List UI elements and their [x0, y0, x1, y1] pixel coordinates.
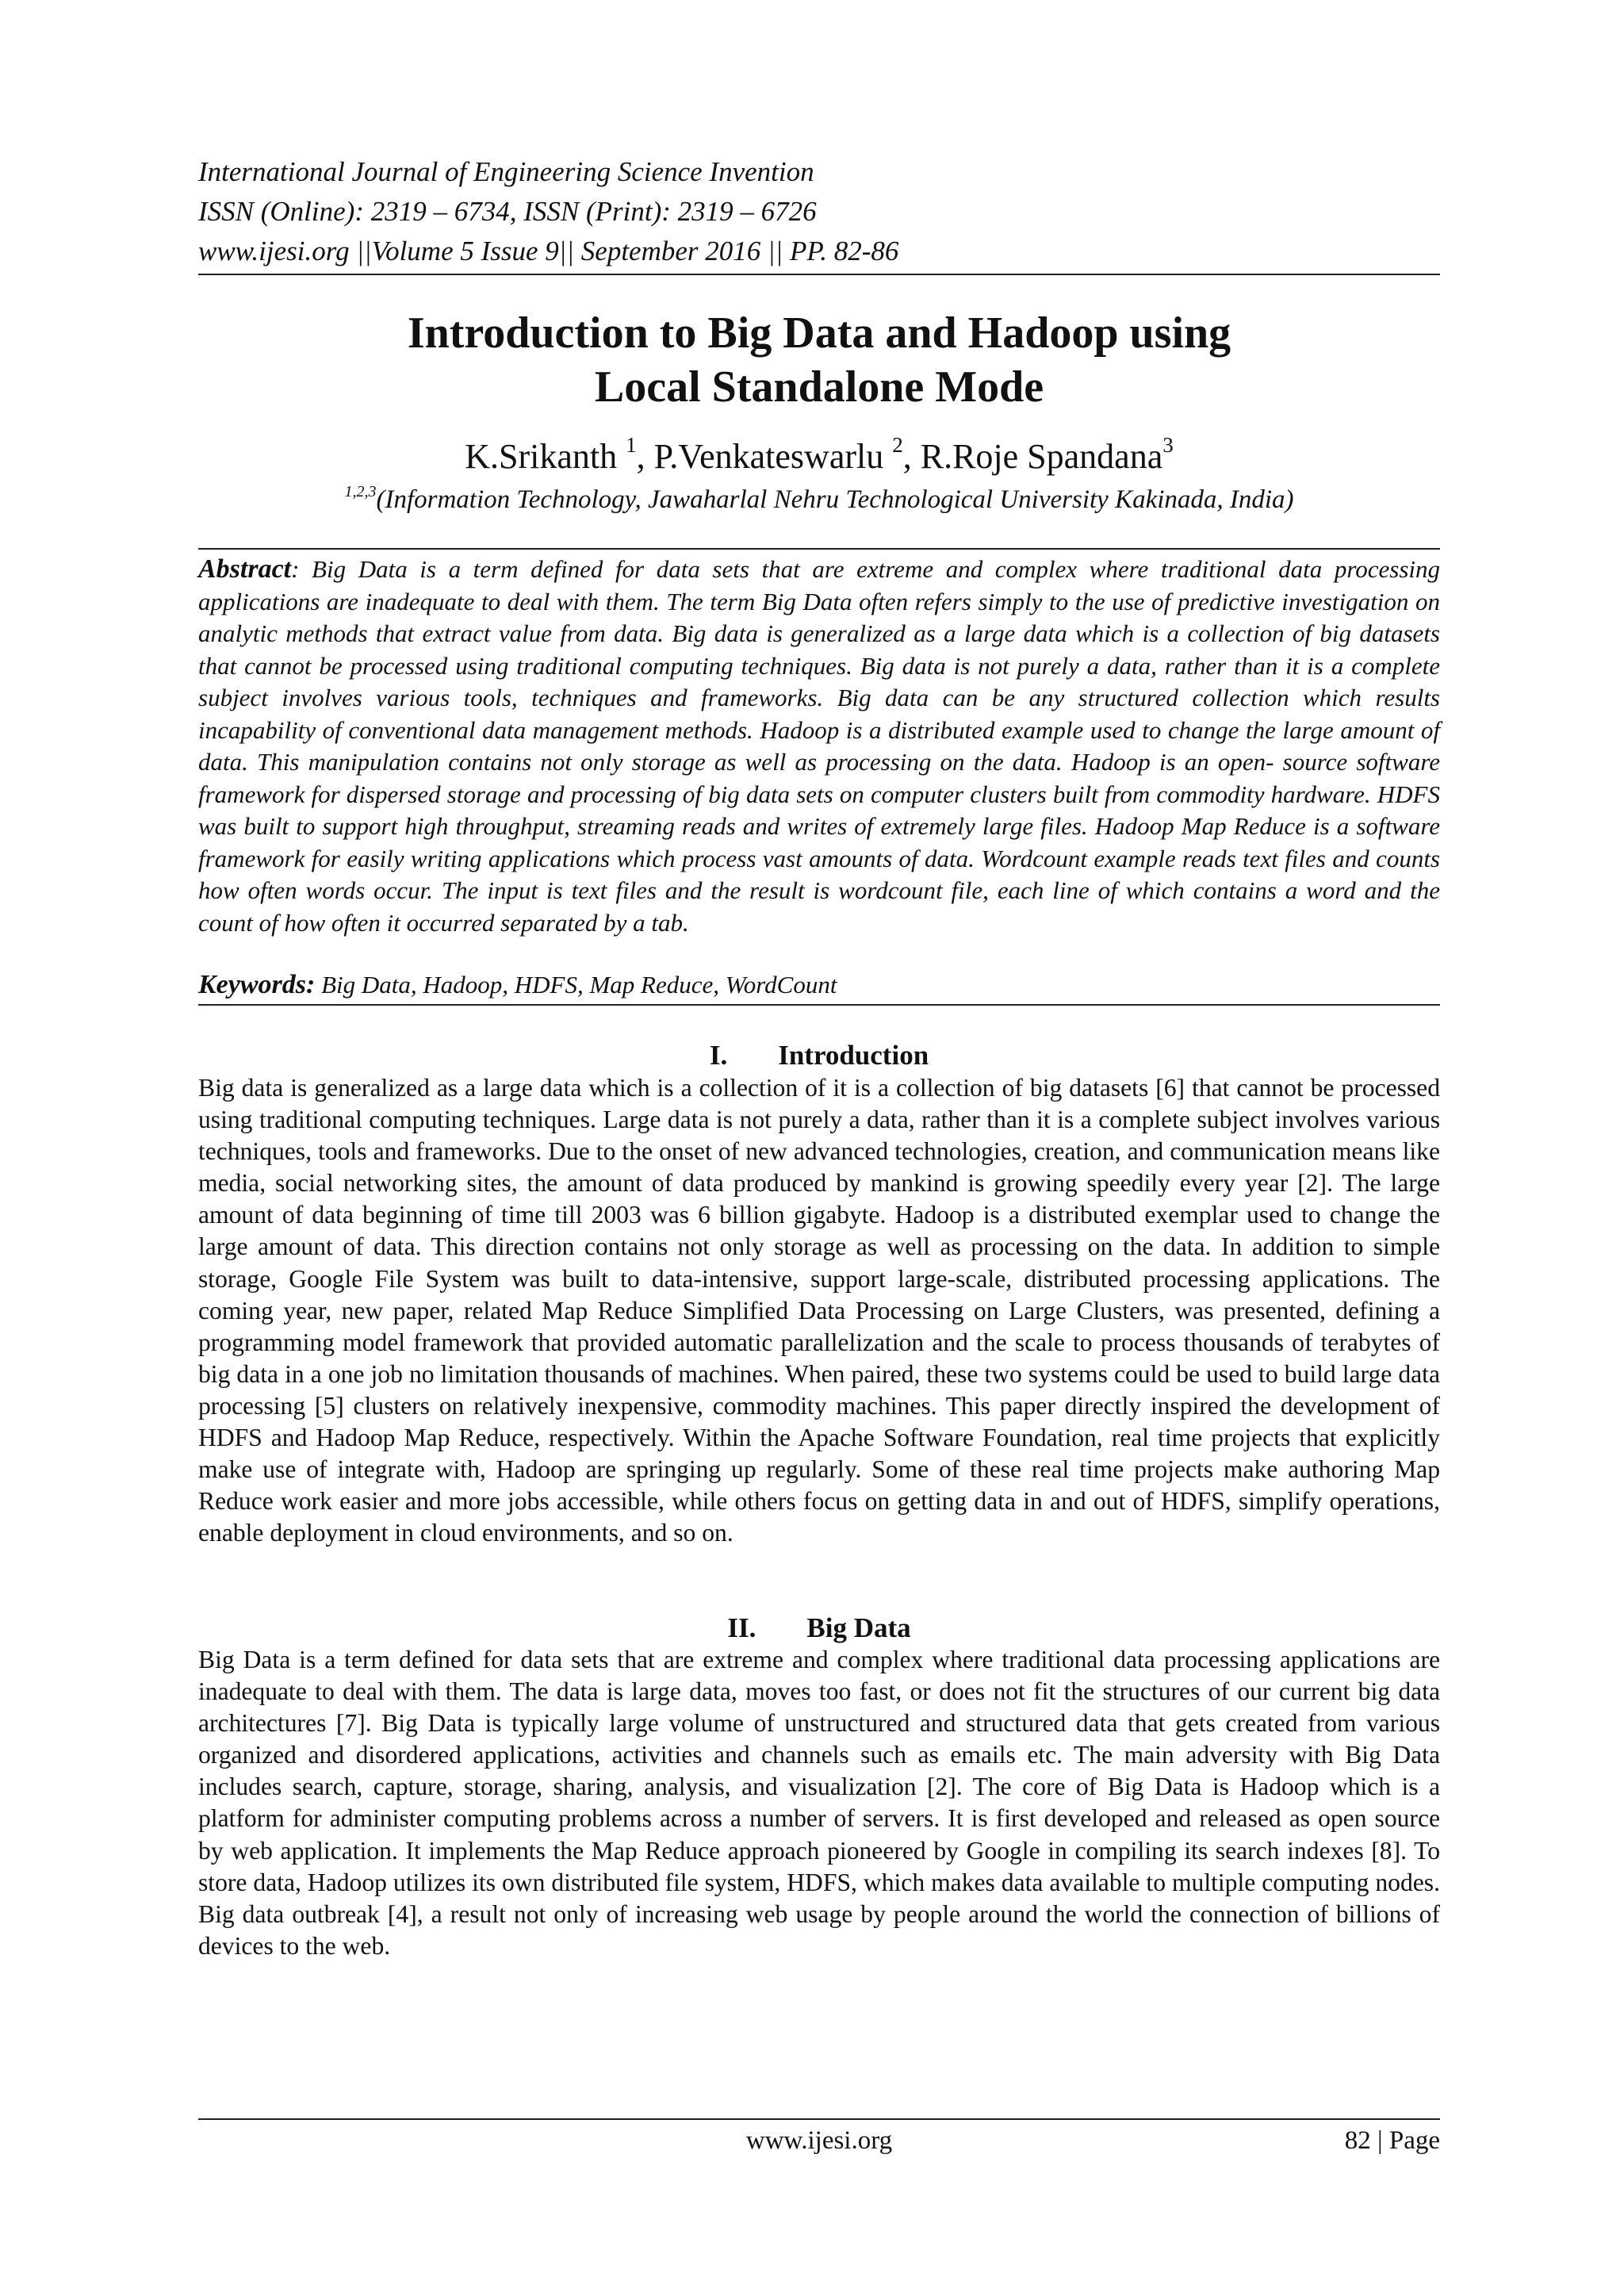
section-heading-introduction [198, 1038, 1440, 1073]
author-list [198, 435, 1440, 479]
abstract-label: Abstract [198, 554, 292, 584]
author-separator: , [902, 437, 921, 476]
abstract-top-rule [198, 548, 1440, 550]
author-separator: , [636, 437, 654, 476]
author-name: P.Venkateswarlu [653, 437, 893, 476]
section-number: II. [727, 1612, 756, 1643]
journal-issn: ISSN (Online): 2319 – 6734, ISSN (Print): 2319 – 6726 [198, 196, 817, 227]
header-rule [198, 274, 1440, 275]
journal-name: International Journal of Engineering Science Invention [198, 156, 814, 187]
affiliation-text: (Information Technology, Jawaharlal Nehru Technological University Kakinada, India) [376, 485, 1294, 514]
footer-page-number: 82 | Page [1344, 2126, 1440, 2155]
section-title: Big Data [806, 1612, 911, 1643]
author-superscript: 2 [892, 433, 903, 457]
footer-site: www.ijesi.org [745, 2126, 893, 2155]
author-name: K.Srikanth [465, 437, 626, 476]
keywords-label: Keywords: [198, 970, 316, 999]
keywords-bottom-rule [198, 1004, 1440, 1006]
journal-volume: www.ijesi.org ||Volume 5 Issue 9|| September 2016 || PP. 82-86 [198, 236, 899, 266]
section-number: I. [709, 1040, 728, 1071]
section-heading-big-data [198, 1611, 1440, 1646]
abstract-text: : Big Data is a term defined for data sets that are extreme and complex where traditional data processing applications are inadequate to deal with them. The term Big Data often refers simply to the use of predictive investigation on analytic methods that extract value from data. Big data is generalized as a large data which is a collection of big datasets that cannot be processed using traditional computing techniques. Big data is not purely a data, rather than it is a complete subject involves various tools, techniques and frameworks. Big data can be any structured collection which results incapability of conventional data management methods. Hadoop is a distributed example used to change the large amount of data. This manipulation contains not only storage as well as processing on the data. Hadoop is an open- source software framework for dispersed storage and processing of big data sets on computer clusters built from commodity hardware. HDFS was built to support high throughput, streaming reads and writes of extremely large files. Hadoop Map Reduce is a software framework for easily writing applications which process vast amounts of data. Wordcount example reads text files and counts how often words occur. The input is text files and the result is wordcount file, each line of which contains a word and the count of how often it occurred separated by a tab. [198, 555, 1440, 937]
paper-title [198, 306, 1440, 414]
section-body-introduction: Big data is generalized as a large data which is a collection of it is a collection of big datasets [6] that cannot be processed using traditional computing techniques. Large data is not purely a data, rather than it is a complete subject involves various techniques, tools and frameworks. Due to the onset of new advanced technologies, creation, and communication means like media, social networking sites, the amount of data produced by mankind is growing speedily every year [2]. The large amount of data beginning of time till 2003 was 6 billion gigabyte. Hadoop is a distributed exemplar used to change the large amount of data. This direction contains not only storage as well as processing on the data. In addition to simple storage, Google File System was built to data-intensive, support large-scale, distributed processing applications. The coming year, new paper, related Map Reduce Simplified Data Processing on Large Clusters, was presented, defining a programming model framework that provided automatic parallelization and the scale to process thousands of terabytes of big data in a one job no limitation thousands of machines. When paired, these two systems could be used to build large data processing [5] clusters on relatively inexpensive, commodity machines. This paper directly inspired the development of HDFS and Hadoop Map Reduce, respectively. Within the Apache Software Foundation, real time projects that explicitly make use of integrate with, Hadoop are springing up regularly. Some of these real time projects make authoring Map Reduce work easier and more jobs accessible, while others focus on getting data in and out of HDFS, simplify operations, enable deployment in cloud environments, and so on. [198, 1074, 1440, 1547]
author-superscript: 3 [1162, 433, 1174, 457]
section-title: Introduction [778, 1040, 929, 1071]
author-superscript: 1 [626, 433, 637, 457]
journal-header [198, 152, 1440, 271]
author-name: R.Roje Spandana [920, 437, 1163, 476]
keywords [198, 969, 1440, 1001]
title-line-2: Local Standalone Mode [594, 362, 1044, 412]
abstract [198, 554, 1440, 939]
keywords-text: Big Data, Hadoop, HDFS, Map Reduce, WordCount [315, 971, 837, 999]
section-body-big-data: Big Data is a term defined for data sets that are extreme and complex where traditional data processing applications are inadequate to deal with them. The data is large data, moves too fast, or does not fit the structures of our current big data architectures [7]. Big Data is typically large volume of unstructured and structured data that gets created from various organized and disordered applications, activities and channels such as emails etc. The main adversity with Big Data includes search, capture, storage, sharing, analysis, and visualization [2]. The core of Big Data is Hadoop which is a platform for administer computing problems across a number of servers. It is first developed and released as open source by web application. It implements the Map Reduce approach pioneered by Google in compiling its search indexes [8]. To store data, Hadoop utilizes its own distributed file system, HDFS, which makes data available to multiple computing nodes. Big data outbreak [4], a result not only of increasing web usage by people around the world the connection of billions of devices to the web. [198, 1646, 1440, 1960]
author-affiliation [198, 482, 1440, 517]
title-line-1: Introduction to Big Data and Hadoop using [407, 309, 1231, 358]
footer-rule [198, 2118, 1440, 2120]
affiliation-superscript: 1,2,3 [344, 483, 377, 500]
